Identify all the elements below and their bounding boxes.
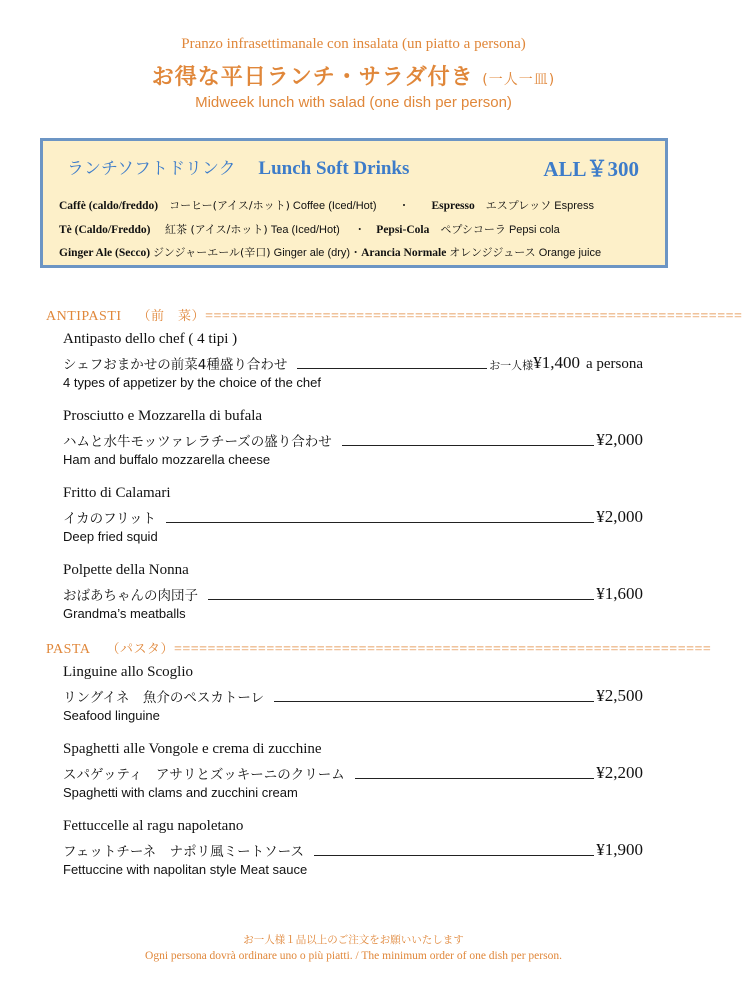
item-japanese-name: スパゲッティ アサリとズッキーニのクリーム	[63, 767, 345, 783]
item-japanese-name: おばあちゃんの肉団子	[63, 588, 198, 604]
drink-text-segment: ペプシコーラ	[429, 223, 506, 236]
item-leader-line	[355, 777, 595, 779]
item-italian-name: Fritto di Calamari	[63, 485, 171, 501]
drink-text-segment: エスプレッソ	[474, 199, 552, 212]
item-italian-name: Antipasto dello chef ( 4 tipi )	[63, 331, 238, 347]
item-per-person: お一人様	[489, 359, 534, 372]
menu-item-antipasto-chef	[63, 331, 643, 395]
item-leader-line	[274, 700, 594, 702]
item-leader-line	[314, 854, 594, 856]
item-japanese-name: ハムと水牛モッツァレラチーズの盛り合わせ	[63, 434, 332, 450]
menu-item-spaghetti-vongole	[63, 741, 643, 805]
section-pasta-rule: ================================================================	[173, 642, 712, 657]
soft-drinks-title-jp: ランチソフトドリンク	[67, 159, 236, 179]
section-antipasti	[46, 305, 742, 325]
drink-text-segment: Espresso	[431, 200, 475, 212]
soft-drinks-price: ALL￥300	[543, 157, 639, 181]
soft-drinks-title-en: Lunch Soft Drinks	[258, 158, 410, 179]
header-english: Midweek lunch with salad (one dish per person)	[195, 94, 512, 111]
item-price: ¥2,000	[596, 507, 643, 526]
drink-text-segment: Coffee (Iced/Hot)	[289, 200, 377, 212]
item-english-name: Seafood linguine	[63, 708, 160, 723]
item-japanese-name: イカのフリット	[63, 511, 157, 527]
item-english-name: Spaghetti with clams and zucchini cream	[63, 785, 298, 800]
drink-text-segment: Arancia Normale	[361, 247, 450, 259]
item-italian-name: Fettuccelle al ragu napoletano	[63, 818, 244, 834]
item-per-person-it: a persona	[585, 356, 643, 372]
drink-text-segment: Orange juice	[535, 247, 602, 259]
drink-text-segment: Tè (Caldo/Freddo)	[59, 224, 151, 236]
item-leader-line	[208, 598, 594, 600]
drink-text-segment: ジンジャーエール(辛口)	[153, 246, 271, 259]
drinks-line-3	[59, 244, 601, 260]
soft-drinks-title	[67, 154, 409, 180]
item-price: ¥2,200	[596, 763, 643, 782]
item-english-name: Fettuccine with napolitan style Meat sauce	[63, 862, 308, 877]
menu-item-prosciutto-mozzarella	[63, 408, 643, 472]
drink-text-segment: オレンジジュース	[449, 246, 536, 259]
header-japanese-note: (一人一皿)	[482, 72, 556, 88]
footer-italian-english: Ogni persona dovrà ordinare uno o più piatti. / The minimum order of one dish per person.	[145, 950, 562, 962]
item-price: ¥2,000	[596, 430, 643, 449]
drink-text-segment: Tea (Iced/Hot)	[267, 224, 340, 236]
item-price: ¥1,600	[596, 584, 643, 603]
drink-text-segment: Caffè (caldo/freddo)	[59, 200, 159, 212]
item-italian-name: Prosciutto e Mozzarella di bufala	[63, 408, 263, 424]
item-english-name: Deep fried squid	[63, 529, 158, 544]
section-pasta-jp: （パスタ）	[106, 642, 174, 657]
menu-item-fritto-calamari	[63, 485, 643, 549]
drink-text-segment: 紅茶 (アイス/ホット)	[150, 223, 268, 236]
drink-text-segment: Ginger ale (dry)	[270, 247, 351, 259]
item-english-name: Ham and buffalo mozzarella cheese	[63, 452, 271, 467]
section-antipasti-label: ANTIPASTI	[46, 309, 122, 324]
menu-item-polpette	[63, 562, 643, 626]
header-japanese	[0, 60, 707, 91]
item-price: ¥1,400	[533, 353, 580, 372]
item-price: ¥2,500	[596, 686, 643, 705]
drink-text-segment: Pepsi cola	[505, 224, 560, 236]
item-english-name: Grandma’s meatballs	[63, 606, 186, 621]
drink-text-segment: Ginger Ale (Secco)	[59, 247, 153, 259]
section-antipasti-jp: （前 菜）	[137, 309, 206, 324]
footer-japanese: お一人様１品以上のご注文をお願いいたします	[243, 934, 464, 946]
item-price: ¥1,900	[596, 840, 643, 859]
section-pasta-label: PASTA	[46, 642, 91, 657]
header-italian: Pranzo infrasettimanale con insalata (un piatto a persona)	[181, 36, 526, 52]
drinks-line-1	[59, 197, 594, 213]
item-japanese-name: リングイネ 魚介のペスカトーレ	[63, 690, 265, 706]
menu-item-linguine-scoglio	[63, 664, 643, 728]
drink-text-segment: Pepsi-Cola	[376, 224, 430, 236]
drink-text-segment: ・	[339, 223, 377, 236]
header-japanese-title: お得な平日ランチ・サラダ付き	[151, 65, 474, 90]
drink-text-segment: Espress	[551, 200, 594, 212]
item-leader-line	[342, 444, 594, 446]
soft-drinks-box	[40, 138, 668, 268]
drink-text-segment: ・	[376, 199, 432, 212]
section-antipasti-rule: ================================================================	[205, 309, 742, 324]
drink-text-segment: コーヒー(アイス/ホット)	[158, 199, 290, 212]
item-italian-name: Linguine allo Scoglio	[63, 664, 193, 680]
drinks-line-2	[59, 221, 560, 237]
section-pasta	[46, 638, 712, 658]
item-leader-line	[166, 521, 594, 523]
item-italian-name: Spaghetti alle Vongole e crema di zucchine	[63, 741, 322, 757]
item-japanese-name: シェフおまかせの前菜4種盛り合わせ	[63, 357, 288, 373]
menu-item-fettuccelle-ragu	[63, 818, 643, 882]
item-japanese-name: フェットチーネ ナポリ風ミートソース	[63, 844, 304, 860]
item-english-name: 4 types of appetizer by the choice of the chef	[63, 375, 321, 390]
item-italian-name: Polpette della Nonna	[63, 562, 189, 578]
item-leader-line	[297, 367, 487, 369]
drink-text-segment: ・	[350, 246, 362, 259]
